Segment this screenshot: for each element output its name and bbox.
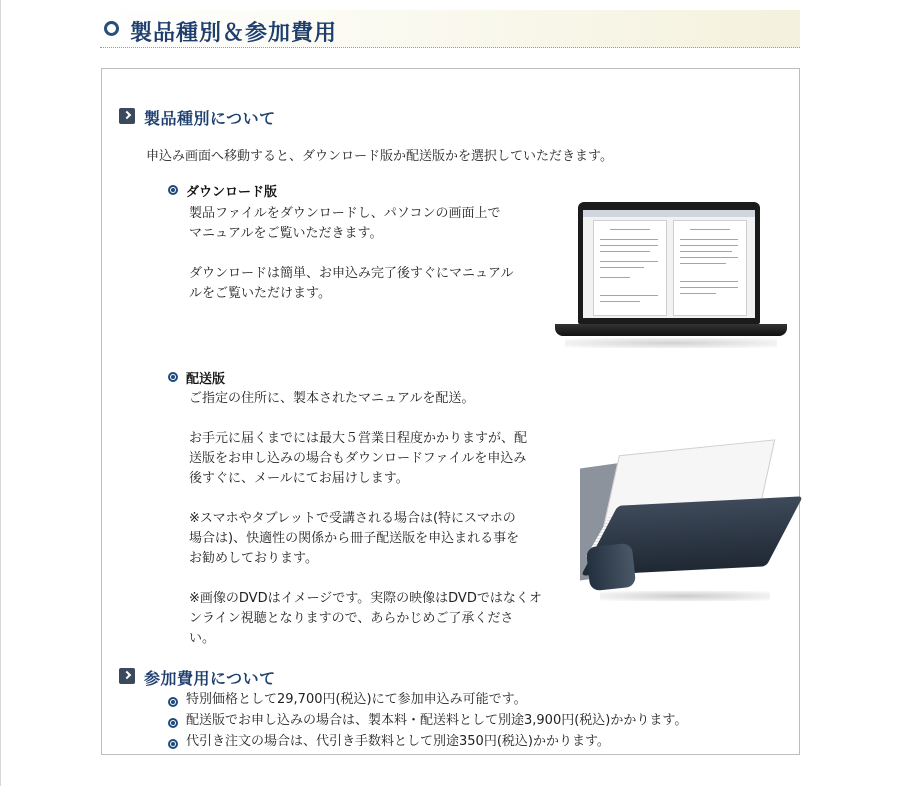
binder-illustration — [580, 445, 792, 605]
shipping-text-line: 後すぐに、メールにてお届けします。 — [189, 471, 409, 486]
page-header — [100, 10, 800, 48]
download-text-line: 製品ファイルをダウンロードし、パソコンの画面上で — [189, 206, 501, 221]
download-text-line: ダウンロードは簡単、お申込み完了後すぐにマニュアル — [189, 266, 514, 281]
shipping-text-line: 送版をお申し込みの場合もダウンロードファイルを申込み — [189, 451, 527, 466]
section-title: 製品種別について — [144, 109, 276, 128]
laptop-illustration — [555, 202, 787, 352]
page-left-border — [0, 0, 1, 786]
shipping-text-line: 場合は)、快適性の関係から冊子配送版を申込まれる事を — [189, 531, 520, 546]
content-panel — [101, 68, 800, 755]
fee-item: 配送版でお申し込みの場合は、製本料・配送料として別途3,900円(税込)かかります。 — [186, 713, 688, 728]
shipping-title: 配送版 — [186, 372, 226, 387]
circle-bullet-icon — [168, 372, 178, 382]
shipping-text-line: い。 — [189, 631, 216, 646]
arrow-square-icon — [119, 108, 135, 124]
fee-item: 特別価格として29,700円(税込)にて参加申込み可能です。 — [186, 692, 527, 707]
shipping-text-line: ンライン視聴となりますので、あらかじめご了承くださ — [189, 611, 514, 626]
page-title: 製品種別＆参加費用 — [130, 21, 338, 46]
arrow-square-icon — [119, 668, 135, 684]
shipping-text-line: ※画像のDVDはイメージです。実際の映像はDVDではなくオ — [189, 591, 542, 606]
circle-bullet-icon — [168, 718, 178, 728]
download-text-line: ルをご覧いただけます。 — [189, 286, 331, 301]
circle-bullet-icon — [168, 185, 178, 195]
circle-bullet-icon — [168, 697, 178, 707]
section-title: 参加費用について — [144, 669, 276, 688]
shipping-text-line: ※スマホやタブレットで受講される場合は(特にスマホの — [189, 511, 516, 526]
fee-item: 代引き注文の場合は、代引き手数料として別途350円(税込)かかります。 — [186, 734, 610, 749]
circle-bullet-icon — [168, 739, 178, 749]
shipping-text-line: ご指定の住所に、製本されたマニュアルを配送。 — [189, 391, 475, 406]
circle-bullet-icon — [104, 21, 119, 36]
product-intro: 申込み画面へ移動すると、ダウンロード版か配送版かを選択していただきます。 — [146, 149, 613, 164]
download-title: ダウンロード版 — [186, 185, 278, 200]
download-text-line: マニュアルをご覧いただきます。 — [189, 226, 383, 241]
shipping-text-line: お手元に届くまでには最大５営業日程度かかりますが、配 — [189, 431, 528, 446]
shipping-text-line: お勧めしております。 — [189, 551, 318, 566]
